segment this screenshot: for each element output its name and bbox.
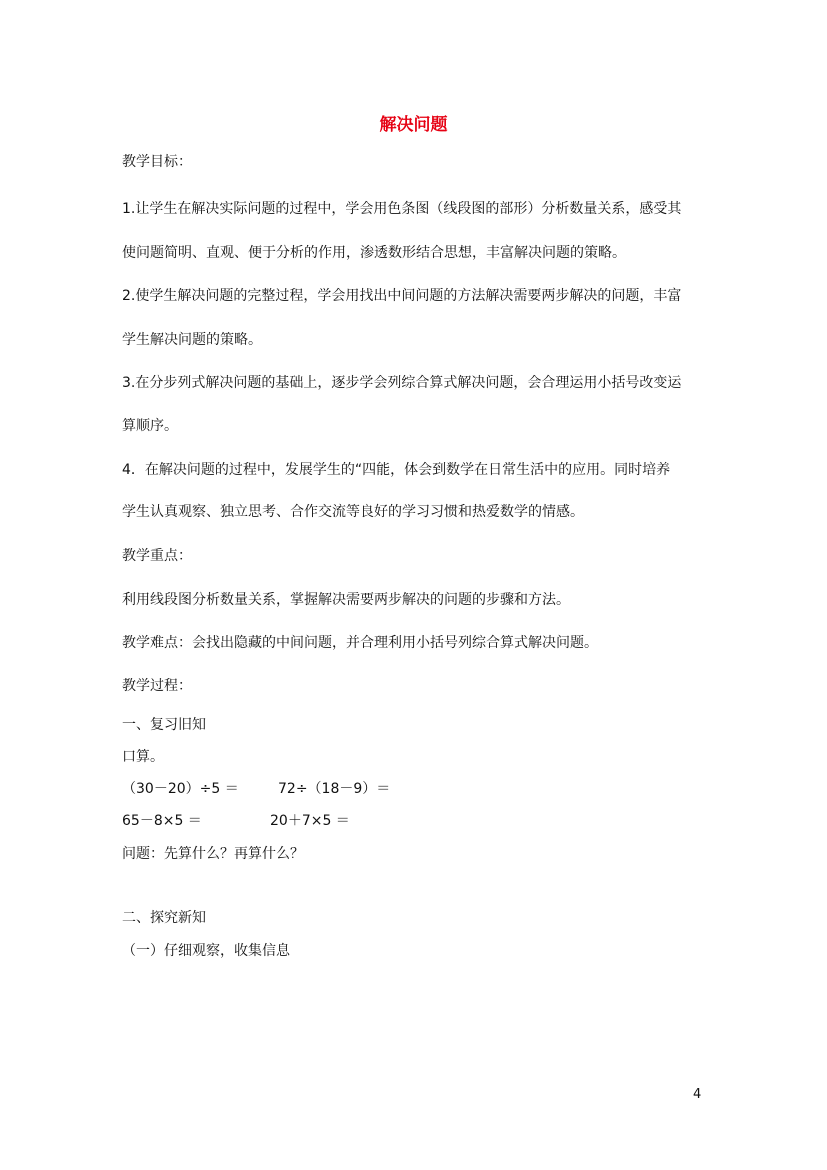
- text-line: 二、探究新知: [122, 910, 206, 926]
- text-line: 问题：先算什么？再算什么？: [122, 846, 304, 862]
- text-line: 教学目标：: [122, 154, 192, 170]
- text-line: 学生认真观察、独立思考、合作交流等良好的学习习惯和热爱数学的情感。: [122, 504, 584, 520]
- text-line: 教学难点：会找出隐藏的中间问题，并合理利用小括号列综合算式解决问题。: [122, 635, 598, 651]
- text-line: 学生解决问题的策略。: [122, 332, 262, 348]
- text-line: 教学过程：: [122, 678, 192, 694]
- text-line: 一、复习旧知: [122, 717, 206, 733]
- math-expression: 20＋7×5 ＝: [270, 813, 350, 829]
- text-line: 算顺序。: [122, 418, 178, 434]
- text-line: （一）仔细观察，收集信息: [122, 943, 290, 959]
- text-line: 2.使学生解决问题的完整过程，学会用找出中间问题的方法解决需要两步解决的问题，丰富: [122, 288, 682, 304]
- page-number: 4: [693, 1087, 702, 1102]
- math-expression: （30－20）÷5 ＝: [122, 781, 239, 797]
- document-title: 解决问题: [379, 115, 448, 135]
- math-expression: 72÷（18－9）＝: [278, 781, 391, 797]
- text-line: 1.让学生在解决实际问题的过程中，学会用色条图（线段图的部形）分析数量关系，感受其: [122, 201, 682, 217]
- text-line: 4．在解决问题的过程中，发展学生的“四能，体会到数学在日常生活中的应用。同时培养: [122, 462, 671, 478]
- text-line: 3.在分步列式解决问题的基础上，逐步学会列综合算式解决问题，会合理运用小括号改变运: [122, 375, 682, 391]
- math-expression: 65－8×5 ＝: [122, 813, 202, 829]
- text-line: 口算。: [122, 749, 164, 765]
- text-line: 使问题简明、直观、便于分析的作用，渗透数形结合思想，丰富解决问题的策略。: [122, 245, 626, 261]
- text-line: 教学重点：: [122, 548, 192, 564]
- text-line: 利用线段图分析数量关系，掌握解决需要两步解决的问题的步骤和方法。: [122, 592, 570, 608]
